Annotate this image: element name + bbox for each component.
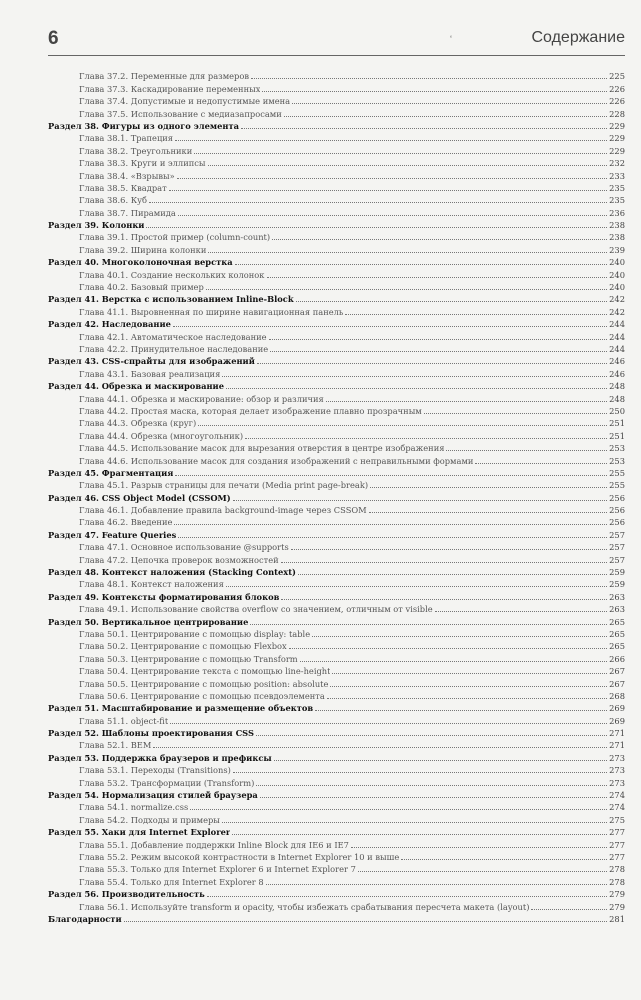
toc-page-number: 232 — [609, 158, 625, 169]
toc-chapter-entry — [48, 429, 625, 441]
toc-page-number: 277 — [609, 827, 625, 838]
toc-section-entry — [48, 528, 625, 540]
toc-page-number: 256 — [609, 492, 625, 503]
toc-section-entry — [48, 789, 625, 801]
toc-dot-leader — [149, 202, 607, 203]
toc-chapter-entry — [48, 813, 625, 825]
toc-dot-leader — [169, 190, 607, 191]
toc-page-number: 253 — [609, 455, 625, 466]
toc-entry-title: Глава 50.1. Центрирование с помощью display: table — [79, 628, 311, 639]
toc-section-entry — [48, 318, 625, 330]
toc-dot-leader — [207, 896, 607, 897]
toc-chapter-entry — [48, 764, 625, 776]
toc-entry-title: Благодарности — [48, 913, 122, 924]
toc-dot-leader — [206, 289, 607, 290]
toc-page-number: 265 — [609, 616, 625, 627]
toc-entry-title: Раздел 39. Колонки — [48, 220, 145, 231]
toc-entry-title: Глава 47.2. Цепочка проверок возможностей — [79, 554, 279, 565]
toc-dot-leader — [241, 128, 607, 129]
toc-entry-title: Глава 54.1. normalize.css — [79, 802, 189, 813]
toc-dot-leader — [175, 475, 607, 476]
toc-chapter-entry — [48, 801, 625, 813]
toc-page-number: 236 — [609, 207, 625, 218]
toc-entry-title: Раздел 50. Вертикальное центрирование — [48, 616, 249, 627]
toc-entry-title: Глава 46.1. Добавление правила background-image через CSSOM — [79, 505, 367, 516]
toc-dot-leader — [272, 239, 607, 240]
toc-page-number: 235 — [609, 195, 625, 206]
toc-chapter-entry — [48, 739, 625, 751]
toc-entry-title: Глава 44.1. Обрезка и маскирование: обзор и различия — [79, 393, 324, 404]
toc-dot-leader — [358, 871, 607, 872]
toc-entry-title: Глава 51.1. object-fit — [79, 715, 169, 726]
toc-page-number: 256 — [609, 505, 625, 516]
toc-dot-leader — [262, 91, 607, 92]
toc-dot-leader — [170, 723, 607, 724]
toc-section-entry — [48, 491, 625, 503]
toc-entry-title: Глава 53.1. Переходы (Transitions) — [79, 765, 231, 776]
toc-page-number: 244 — [609, 343, 625, 354]
toc-dot-leader — [222, 822, 607, 823]
toc-entry-title: Глава 50.5. Центрирование с помощью position: absolute — [79, 678, 329, 689]
toc-dot-leader — [326, 401, 607, 402]
toc-dot-leader — [312, 636, 607, 637]
toc-dot-leader — [292, 103, 607, 104]
toc-page-number: 277 — [609, 839, 625, 850]
toc-dot-leader — [274, 760, 607, 761]
toc-page-number: 233 — [609, 170, 625, 181]
toc-chapter-entry — [48, 157, 625, 169]
toc-dot-leader — [233, 500, 607, 501]
toc-dot-leader — [235, 264, 608, 265]
toc-chapter-entry — [48, 144, 625, 156]
toc-chapter-entry — [48, 454, 625, 466]
toc-entry-title: Глава 50.2. Центрирование с помощью Flexbox — [79, 641, 287, 652]
toc-entry-title: Раздел 42. Наследование — [48, 319, 171, 330]
toc-entry-title: Глава 44.3. Обрезка (круг) — [79, 418, 197, 429]
toc-dot-leader — [424, 413, 607, 414]
toc-page-number: 250 — [609, 405, 625, 416]
toc-page-number: 273 — [609, 765, 625, 776]
toc-page-number: 226 — [609, 96, 625, 107]
toc-dot-leader — [153, 747, 607, 748]
toc-page-number: 229 — [609, 120, 625, 131]
toc-dot-leader — [190, 809, 607, 810]
toc-page-number: 278 — [609, 864, 625, 875]
toc-chapter-entry — [48, 578, 625, 590]
toc-entry-title: Глава 55.3. Только для Internet Explorer 6 и Internet Explorer 7 — [79, 864, 356, 875]
toc-page-number: 257 — [609, 529, 625, 540]
toc-entry-title: Глава 48.1. Контекст наложения — [79, 579, 224, 590]
toc-page-number: 246 — [609, 356, 625, 367]
toc-entry-title: Глава 40.1. Создание нескольких колонок — [79, 269, 265, 280]
toc-page-number: 271 — [609, 728, 625, 739]
page-number: 6 — [48, 28, 59, 49]
toc-dot-leader — [284, 116, 607, 117]
toc-dot-leader — [266, 884, 608, 885]
toc-entry-title: Раздел 45. Фрагментация — [48, 467, 174, 478]
toc-entry-title: Глава 49.1. Использование свойства overflow со значением, отличным от visible — [79, 604, 433, 615]
toc-entry-title: Раздел 44. Обрезка и маскирование — [48, 381, 224, 392]
table-of-contents — [48, 70, 625, 925]
toc-dot-leader — [270, 351, 607, 352]
toc-section-entry — [48, 293, 625, 305]
toc-chapter-entry — [48, 70, 625, 82]
toc-chapter-entry — [48, 665, 625, 677]
toc-dot-leader — [256, 735, 607, 736]
toc-page-number: 263 — [609, 604, 625, 615]
toc-entry-title: Глава 50.4. Центрирование текста с помощью line-height — [79, 666, 331, 677]
toc-section-entry — [48, 888, 625, 900]
toc-dot-leader — [315, 710, 607, 711]
toc-entry-title: Раздел 41. Верстка с использованием Inline-Block — [48, 294, 294, 305]
toc-page-number: 253 — [609, 443, 625, 454]
toc-page-number: 235 — [609, 182, 625, 193]
toc-chapter-entry — [48, 900, 625, 912]
toc-page-number: 268 — [609, 690, 625, 701]
toc-page-number: 274 — [609, 802, 625, 813]
toc-chapter-entry — [48, 169, 625, 181]
toc-chapter-entry — [48, 851, 625, 863]
toc-chapter-entry — [48, 863, 625, 875]
toc-section-entry — [48, 219, 625, 231]
toc-page-number: 239 — [609, 244, 625, 255]
toc-entry-title: Глава 47.1. Основное использование @supports — [79, 542, 289, 553]
toc-entry-title: Глава 50.3. Центрирование с помощью Transform — [79, 653, 298, 664]
toc-entry-title: Раздел 53. Поддержка браузеров и префиксы — [48, 752, 272, 763]
toc-chapter-entry — [48, 343, 625, 355]
toc-page-number: 271 — [609, 740, 625, 751]
toc-dot-leader — [291, 549, 607, 550]
toc-page-number: 225 — [609, 71, 625, 82]
toc-page-number: 257 — [609, 542, 625, 553]
toc-chapter-entry — [48, 405, 625, 417]
toc-entry-title: Глава 37.2. Переменные для размеров — [79, 71, 250, 82]
toc-page-number: 240 — [609, 282, 625, 293]
toc-entry-title: Раздел 40. Многоколоночная верстка — [48, 257, 233, 268]
toc-dot-leader — [281, 599, 607, 600]
toc-chapter-entry — [48, 367, 625, 379]
toc-dot-leader — [260, 797, 607, 798]
toc-chapter-entry — [48, 640, 625, 652]
toc-section-entry — [48, 380, 625, 392]
toc-dot-leader — [232, 834, 607, 835]
toc-page-number: 259 — [609, 579, 625, 590]
header-mark: ʻ — [450, 34, 452, 44]
toc-dot-leader — [175, 140, 607, 141]
toc-chapter-entry — [48, 82, 625, 94]
toc-dot-leader — [226, 586, 607, 587]
toc-page-number: 275 — [609, 814, 625, 825]
toc-chapter-entry — [48, 417, 625, 429]
toc-dot-leader — [298, 574, 607, 575]
toc-entry-title: Глава 37.4. Допустимые и недопустимые имена — [79, 96, 291, 107]
toc-page-number: 240 — [609, 269, 625, 280]
toc-page-number: 251 — [609, 430, 625, 441]
toc-entry-title: Глава 41.1. Выровненная по ширине навигационная панель — [79, 306, 344, 317]
toc-dot-leader — [446, 450, 607, 451]
toc-dot-leader — [269, 339, 608, 340]
toc-entry-title: Глава 54.2. Подходы и примеры — [79, 814, 220, 825]
toc-page-number: 265 — [609, 628, 625, 639]
toc-entry-title: Глава 50.6. Центрирование с помощью псевдоэлемента — [79, 690, 325, 701]
toc-entry-title: Глава 55.1. Добавление поддержки Inline Block для IE6 и IE7 — [79, 839, 349, 850]
toc-chapter-entry — [48, 516, 625, 528]
toc-section-entry — [48, 702, 625, 714]
toc-chapter-entry — [48, 392, 625, 404]
toc-entry-title: Раздел 49. Контексты форматирования блоков — [48, 591, 280, 602]
toc-dot-leader — [178, 215, 607, 216]
toc-dot-leader — [330, 686, 607, 687]
toc-entry-title: Глава 55.2. Режим высокой контрастности в Internet Explorer 10 и выше — [79, 852, 400, 862]
toc-page-number: 259 — [609, 567, 625, 578]
toc-chapter-entry — [48, 714, 625, 726]
toc-entry-title: Глава 44.5. Использование масок для вырезания отверстия в центре изображения — [79, 443, 445, 454]
toc-dot-leader — [222, 376, 607, 377]
toc-chapter-entry — [48, 132, 625, 144]
toc-entry-title: Глава 38.7. Пирамида — [79, 207, 176, 218]
toc-chapter-entry — [48, 330, 625, 342]
toc-page-number: 248 — [609, 381, 625, 392]
toc-page-number: 269 — [609, 715, 625, 726]
toc-page-number: 277 — [609, 852, 625, 862]
toc-entry-title: Глава 45.1. Разрыв страницы для печати (Media print page-break) — [79, 480, 369, 491]
toc-page-number: 226 — [609, 83, 625, 94]
toc-entry-title: Раздел 48. Контекст наложения (Stacking Context) — [48, 567, 296, 578]
toc-chapter-entry — [48, 628, 625, 640]
toc-chapter-entry — [48, 553, 625, 565]
page-header — [48, 28, 625, 52]
toc-page-number: 244 — [609, 319, 625, 330]
toc-page-number: 279 — [609, 901, 625, 912]
toc-dot-leader — [327, 698, 607, 699]
toc-chapter-entry — [48, 268, 625, 280]
toc-entry-title: Раздел 46. CSS Object Model (CSSOM) — [48, 492, 231, 503]
toc-page-number: 248 — [609, 393, 625, 404]
toc-dot-leader — [198, 425, 607, 426]
toc-entry-title: Глава 56.1. Используйте transform и opacity, чтобы избежать срабатывания пересчета макета (layout) — [79, 901, 530, 912]
toc-entry-title: Глава 44.2. Простая маска, которая делает изображение плавно прозрачным — [79, 405, 422, 416]
toc-page-number: 278 — [609, 876, 625, 887]
toc-dot-leader — [296, 301, 608, 302]
toc-chapter-entry — [48, 206, 625, 218]
toc-entry-title: Раздел 52. Шаблоны проектирования CSS — [48, 728, 254, 739]
toc-section-entry — [48, 590, 625, 602]
toc-dot-leader — [256, 785, 607, 786]
toc-entry-title: Глава 40.2. Базовый пример — [79, 282, 204, 293]
toc-dot-leader — [233, 772, 607, 773]
toc-dot-leader — [300, 661, 608, 662]
toc-page-number: 269 — [609, 703, 625, 714]
toc-dot-leader — [124, 921, 608, 922]
toc-dot-leader — [475, 463, 607, 464]
toc-dot-leader — [332, 673, 607, 674]
toc-page-number: 267 — [609, 678, 625, 689]
toc-entry-title: Глава 44.6. Использование масок для создания изображений с неправильными формами — [79, 455, 474, 466]
toc-entry-title: Глава 43.1. Базовая реализация — [79, 368, 221, 379]
toc-entry-title: Раздел 38. Фигуры из одного элемента — [48, 120, 239, 131]
toc-chapter-entry — [48, 875, 625, 887]
toc-dot-leader — [267, 277, 608, 278]
toc-dot-leader — [226, 388, 607, 389]
toc-page-number: 267 — [609, 666, 625, 677]
header-rule — [48, 55, 625, 56]
toc-dot-leader — [281, 562, 607, 563]
toc-dot-leader — [370, 487, 607, 488]
toc-entry-title: Глава 38.3. Круги и эллипсы — [79, 158, 206, 169]
toc-entry-title: Глава 38.6. Куб — [79, 195, 148, 206]
toc-section-entry — [48, 256, 625, 268]
toc-chapter-entry — [48, 504, 625, 516]
toc-page-number: 246 — [609, 368, 625, 379]
toc-entry-title: Глава 38.2. Треугольники — [79, 145, 193, 156]
toc-chapter-entry — [48, 281, 625, 293]
toc-chapter-entry — [48, 776, 625, 788]
toc-dot-leader — [345, 314, 607, 315]
toc-chapter-entry — [48, 95, 625, 107]
toc-dot-leader — [245, 438, 607, 439]
toc-dot-leader — [435, 611, 608, 612]
toc-page-number: 228 — [609, 108, 625, 119]
toc-entry-title: Глава 52.1. BEM — [79, 740, 152, 751]
toc-page-number: 238 — [609, 232, 625, 243]
toc-entry-title: Раздел 43. CSS-спрайты для изображений — [48, 356, 255, 367]
toc-chapter-entry — [48, 541, 625, 553]
toc-section-entry — [48, 751, 625, 763]
toc-section-entry — [48, 120, 625, 132]
toc-chapter-entry — [48, 107, 625, 119]
toc-entry-title: Раздел 56. Производительность — [48, 889, 205, 900]
toc-chapter-entry — [48, 690, 625, 702]
toc-dot-leader — [401, 859, 607, 860]
toc-dot-leader — [178, 537, 607, 538]
toc-dot-leader — [146, 227, 607, 228]
toc-chapter-entry — [48, 231, 625, 243]
toc-section-entry — [48, 467, 625, 479]
toc-page-number: 266 — [609, 653, 625, 664]
toc-chapter-entry — [48, 838, 625, 850]
toc-page-number: 265 — [609, 641, 625, 652]
toc-page-number: 257 — [609, 554, 625, 565]
toc-dot-leader — [177, 178, 607, 179]
toc-page-number: 244 — [609, 331, 625, 342]
toc-page-number: 274 — [609, 790, 625, 801]
toc-page-number: 255 — [609, 480, 625, 491]
toc-entry-title: Глава 46.2. Введение — [79, 517, 173, 528]
toc-dot-leader — [250, 624, 607, 625]
toc-entry-title: Глава 38.1. Трапеция — [79, 133, 174, 144]
toc-dot-leader — [369, 512, 607, 513]
toc-entry-title: Глава 44.4. Обрезка (многоугольник) — [79, 430, 244, 441]
toc-chapter-entry — [48, 442, 625, 454]
toc-page-number: 240 — [609, 257, 625, 268]
toc-page-number: 273 — [609, 752, 625, 763]
toc-dot-leader — [208, 165, 608, 166]
toc-chapter-entry — [48, 652, 625, 664]
toc-page-number: 251 — [609, 418, 625, 429]
toc-entry-title: Глава 55.4. Только для Internet Explorer 8 — [79, 876, 264, 887]
toc-dot-leader — [194, 153, 607, 154]
toc-entry-title: Глава 37.5. Использование с медиазапросами — [79, 108, 282, 119]
toc-page-number: 263 — [609, 591, 625, 602]
toc-entry-title: Глава 53.2. Трансформации (Transform) — [79, 777, 255, 788]
toc-section-entry — [48, 727, 625, 739]
toc-dot-leader — [174, 524, 607, 525]
toc-dot-leader — [289, 648, 607, 649]
toc-dot-leader — [208, 252, 607, 253]
toc-entry-title: Глава 39.2. Ширина колонки — [79, 244, 207, 255]
toc-page-number: 229 — [609, 133, 625, 144]
toc-chapter-entry — [48, 603, 625, 615]
toc-page-number: 242 — [609, 294, 625, 305]
toc-entry-title: Глава 38.5. Квадрат — [79, 182, 167, 193]
toc-section-entry — [48, 355, 625, 367]
toc-chapter-entry — [48, 677, 625, 689]
toc-page-number: 255 — [609, 467, 625, 478]
toc-chapter-entry — [48, 479, 625, 491]
toc-entry-title: Глава 39.1. Простой пример (column-count) — [79, 232, 271, 243]
toc-entry-title: Раздел 51. Масштабирование и размещение объектов — [48, 703, 314, 714]
toc-section-entry — [48, 826, 625, 838]
toc-page-number: 238 — [609, 220, 625, 231]
toc-dot-leader — [531, 909, 607, 910]
toc-chapter-entry — [48, 182, 625, 194]
toc-chapter-entry — [48, 243, 625, 255]
toc-page-number: 242 — [609, 306, 625, 317]
toc-page-number: 256 — [609, 517, 625, 528]
toc-entry-title: Глава 38.4. «Взрывы» — [79, 170, 175, 181]
toc-dot-leader — [251, 78, 607, 79]
toc-entry-title: Раздел 54. Нормализация стилей браузера — [48, 790, 258, 801]
toc-entry-title: Раздел 55. Хаки для Internet Explorer — [48, 827, 231, 838]
section-title: Содержание — [531, 29, 625, 46]
toc-entry-title: Глава 42.1. Автоматическое наследование — [79, 331, 267, 342]
toc-page-number: 273 — [609, 777, 625, 788]
toc-chapter-entry — [48, 194, 625, 206]
toc-page-number: 229 — [609, 145, 625, 156]
toc-section-entry — [48, 566, 625, 578]
toc-page-number: 279 — [609, 889, 625, 900]
toc-section-entry — [48, 615, 625, 627]
toc-chapter-entry — [48, 305, 625, 317]
toc-dot-leader — [173, 326, 607, 327]
toc-entry-title: Глава 42.2. Принудительное наследование — [79, 343, 269, 354]
toc-entry-title: Глава 37.3. Каскадирование переменных — [79, 83, 261, 94]
toc-entry-title: Раздел 47. Feature Queries — [48, 529, 177, 540]
toc-dot-leader — [351, 847, 607, 848]
toc-page-number: 281 — [609, 913, 625, 924]
toc-dot-leader — [257, 363, 607, 364]
toc-section-entry — [48, 913, 625, 925]
